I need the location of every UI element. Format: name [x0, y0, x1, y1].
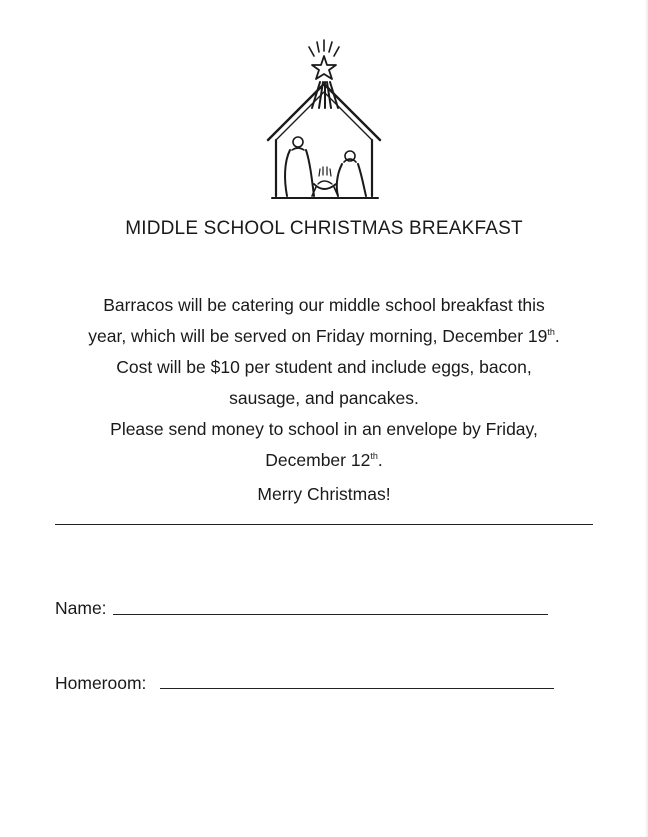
paragraph-line: sausage, and pancakes. — [229, 388, 419, 408]
payment-paragraph — [0, 414, 648, 476]
date-text: December 12 — [265, 450, 371, 470]
date-text: year, which will be served on Friday morning, December 19 — [88, 326, 548, 346]
homeroom-label: Homeroom: — [55, 673, 147, 693]
homeroom-field[interactable] — [160, 688, 554, 689]
paragraph-line: Barracos will be catering our middle school breakfast this — [103, 295, 545, 315]
ordinal-suffix: th — [370, 451, 378, 462]
period: . — [554, 326, 560, 346]
catering-paragraph — [0, 290, 648, 414]
paragraph-line: Cost will be $10 per student and include eggs, bacon, — [116, 357, 532, 377]
period: . — [377, 450, 383, 470]
name-label: Name: — [55, 598, 107, 618]
nativity-stable-icon — [262, 38, 388, 208]
paragraph-line — [0, 445, 648, 476]
closing-greeting: Merry Christmas! — [257, 484, 391, 504]
paragraph-line — [0, 321, 648, 352]
paragraph-line: Please send money to school in an envelope by Friday, — [110, 419, 538, 439]
tear-off-divider — [55, 524, 593, 525]
ordinal-suffix: th — [547, 327, 555, 338]
page-title: MIDDLE SCHOOL CHRISTMAS BREAKFAST — [125, 218, 523, 239]
name-field[interactable] — [113, 614, 548, 615]
